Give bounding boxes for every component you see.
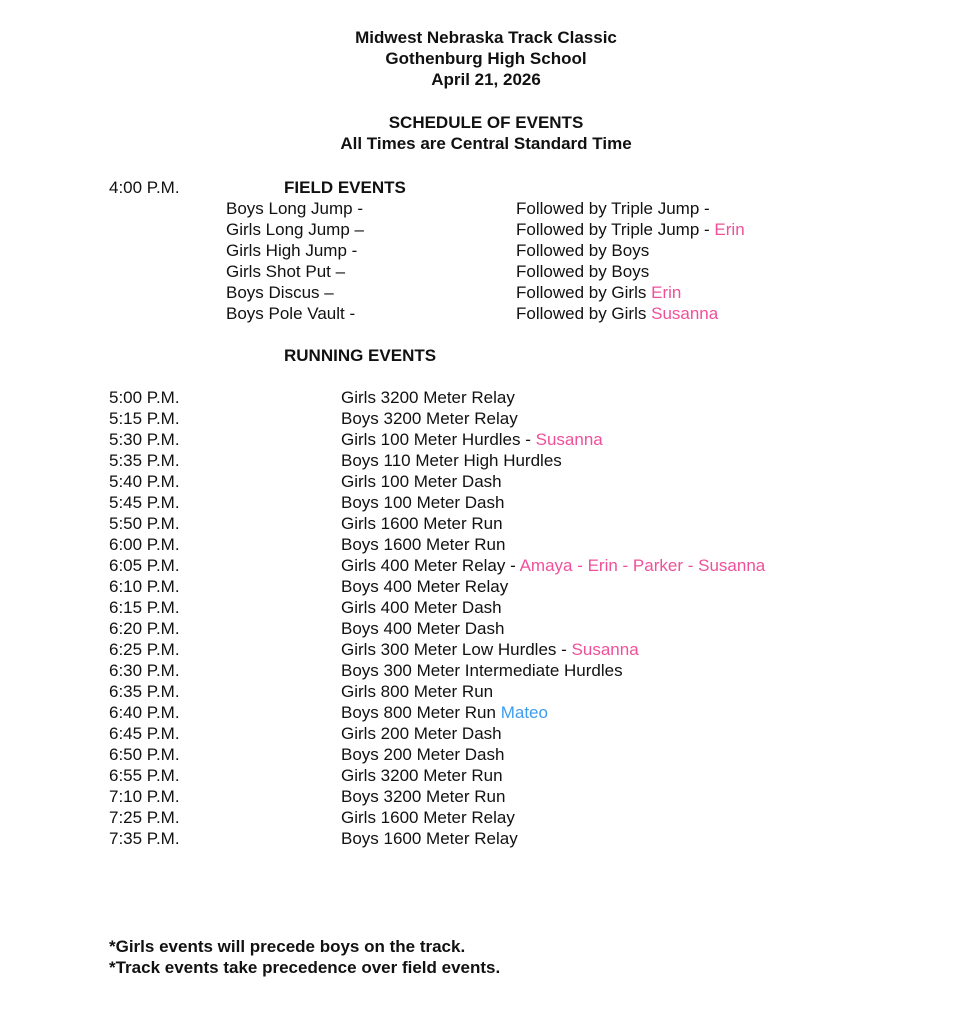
event-cell — [341, 660, 623, 681]
running-event-row — [0, 429, 967, 450]
event-time: 5:30 P.M. — [109, 430, 180, 449]
event-cell — [341, 492, 504, 513]
event-time: 5:50 P.M. — [109, 514, 180, 533]
followed-text: Followed by Girls — [516, 304, 647, 323]
field-event-row — [0, 303, 967, 324]
running-events-title — [0, 345, 967, 366]
event-cell — [341, 471, 502, 492]
running-event-row — [0, 681, 967, 702]
event-time: 7:35 P.M. — [109, 829, 180, 848]
schedule-title: SCHEDULE OF EVENTS — [388, 113, 584, 132]
field-event-followed — [516, 261, 649, 282]
running-event-row — [0, 786, 967, 807]
field-event-followed — [516, 219, 745, 240]
event-cell — [341, 450, 562, 471]
event-name: Girls 3200 Meter Run — [341, 766, 503, 785]
field-event-row — [0, 261, 967, 282]
event-name: Boys 200 Meter Dash — [341, 745, 505, 764]
event-name: Girls 200 Meter Dash — [341, 724, 502, 743]
event-name: Girls 400 Meter Dash — [341, 598, 502, 617]
running-event-row — [0, 576, 967, 597]
athlete-name: Susanna — [535, 430, 603, 449]
running-event-row — [0, 597, 967, 618]
running-event-row — [0, 387, 967, 408]
event-cell — [341, 765, 503, 786]
event-name: Girls 100 Meter Hurdles - — [341, 430, 531, 449]
running-event-row — [0, 513, 967, 534]
event-cell — [341, 639, 639, 660]
event-name: Boys 100 Meter Dash — [341, 493, 505, 512]
running-event-row — [0, 534, 967, 555]
event-name: Boys 300 Meter Intermediate Hurdles — [341, 661, 623, 680]
running-event-row — [0, 555, 967, 576]
event-cell — [341, 387, 515, 408]
event-time: 6:55 P.M. — [109, 766, 180, 785]
running-event-row — [0, 765, 967, 786]
event-time: 7:10 P.M. — [109, 787, 180, 806]
event-time: 5:35 P.M. — [109, 451, 180, 470]
running-events-label: RUNNING EVENTS — [284, 346, 437, 365]
running-event-row — [0, 450, 967, 471]
event-time: 6:20 P.M. — [109, 619, 180, 638]
event-cell — [341, 702, 548, 723]
event-name: Girls 800 Meter Run — [341, 682, 494, 701]
event-name: Girls 100 Meter Dash — [341, 472, 502, 491]
event-time: 6:35 P.M. — [109, 682, 180, 701]
meet-date: April 21, 2026 — [431, 70, 541, 89]
followed-text: Followed by Triple Jump - — [516, 199, 710, 218]
running-event-row — [0, 639, 967, 660]
running-event-row — [0, 471, 967, 492]
event-cell — [341, 744, 504, 765]
event-cell — [341, 681, 493, 702]
athlete-name: Susanna — [571, 640, 639, 659]
field-event-followed — [516, 303, 718, 324]
event-name: Boys 400 Meter Relay — [341, 577, 509, 596]
event-name: Girls 1600 Meter Run — [341, 514, 503, 533]
field-event-name: Girls High Jump - — [226, 241, 358, 260]
followed-text: Followed by Boys — [516, 262, 650, 281]
event-cell — [341, 429, 603, 450]
event-cell — [341, 828, 518, 849]
event-name: Boys 1600 Meter Run — [341, 535, 506, 554]
event-cell — [341, 786, 505, 807]
event-name: Girls 300 Meter Low Hurdles - — [341, 640, 567, 659]
event-cell — [341, 555, 765, 576]
field-event-row — [0, 240, 967, 261]
event-name: Boys 3200 Meter Run — [341, 787, 506, 806]
athlete-name: Erin — [714, 220, 745, 239]
running-event-row — [0, 618, 967, 639]
event-name: Girls 1600 Meter Relay — [341, 808, 515, 827]
field-events-time: 4:00 P.M. — [109, 178, 180, 197]
event-time: 6:00 P.M. — [109, 535, 180, 554]
event-time: 6:40 P.M. — [109, 703, 180, 722]
field-event-name: Girls Shot Put – — [226, 262, 346, 281]
event-name: Boys 3200 Meter Relay — [341, 409, 518, 428]
meet-location: Gothenburg High School — [385, 49, 587, 68]
athlete-name: Amaya - Erin - Parker - Susanna — [519, 556, 766, 575]
running-event-row — [0, 660, 967, 681]
event-cell — [341, 618, 504, 639]
running-event-row — [0, 807, 967, 828]
footnote: *Girls events will precede boys on the track. — [109, 937, 466, 956]
event-time: 5:40 P.M. — [109, 472, 180, 491]
athlete-name: Erin — [651, 283, 682, 302]
field-event-name: Boys Long Jump - — [226, 199, 364, 218]
field-event-name: Girls Long Jump – — [226, 220, 364, 239]
event-name: Boys 1600 Meter Relay — [341, 829, 518, 848]
running-event-row — [0, 408, 967, 429]
footnotes — [109, 936, 500, 978]
field-events-header — [0, 177, 967, 198]
event-cell — [341, 576, 508, 597]
time-zone-note: All Times are Central Standard Time — [340, 134, 632, 153]
event-time: 6:10 P.M. — [109, 577, 180, 596]
followed-text: Followed by Girls — [516, 283, 647, 302]
event-time: 6:50 P.M. — [109, 745, 180, 764]
field-event-row — [0, 219, 967, 240]
event-time: 7:25 P.M. — [109, 808, 180, 827]
running-event-row — [0, 492, 967, 513]
event-name: Boys 800 Meter Run — [341, 703, 496, 722]
event-time: 6:45 P.M. — [109, 724, 180, 743]
event-cell — [341, 807, 515, 828]
meet-header — [0, 27, 967, 90]
event-cell — [341, 534, 505, 555]
event-time: 5:45 P.M. — [109, 493, 180, 512]
field-event-followed — [516, 240, 649, 261]
field-event-name: Boys Pole Vault - — [226, 304, 356, 323]
event-cell — [341, 513, 503, 534]
followed-text: Followed by Triple Jump - — [516, 220, 710, 239]
event-time: 6:25 P.M. — [109, 640, 180, 659]
event-name: Boys 400 Meter Dash — [341, 619, 505, 638]
schedule-heading — [0, 112, 967, 154]
event-time: 6:15 P.M. — [109, 598, 180, 617]
event-time: 6:30 P.M. — [109, 661, 180, 680]
running-event-row — [0, 744, 967, 765]
field-event-followed — [516, 198, 710, 219]
event-name: Girls 3200 Meter Relay — [341, 388, 515, 407]
field-events-title: FIELD EVENTS — [284, 178, 406, 197]
event-cell — [341, 408, 518, 429]
running-event-row — [0, 702, 967, 723]
event-time: 6:05 P.M. — [109, 556, 180, 575]
footnote: *Track events take precedence over field events. — [109, 958, 501, 977]
event-name: Boys 110 Meter High Hurdles — [341, 451, 562, 470]
field-event-row — [0, 198, 967, 219]
event-cell — [341, 723, 502, 744]
event-time: 5:15 P.M. — [109, 409, 180, 428]
field-event-followed — [516, 282, 681, 303]
athlete-name: Mateo — [500, 703, 548, 722]
field-event-name: Boys Discus – — [226, 283, 334, 302]
meet-name: Midwest Nebraska Track Classic — [355, 28, 617, 47]
field-event-row — [0, 282, 967, 303]
athlete-name: Susanna — [651, 304, 719, 323]
event-name: Girls 400 Meter Relay - — [341, 556, 516, 575]
running-event-row — [0, 723, 967, 744]
followed-text: Followed by Boys — [516, 241, 650, 260]
event-cell — [341, 597, 502, 618]
running-event-row — [0, 828, 967, 849]
event-time: 5:00 P.M. — [109, 388, 180, 407]
